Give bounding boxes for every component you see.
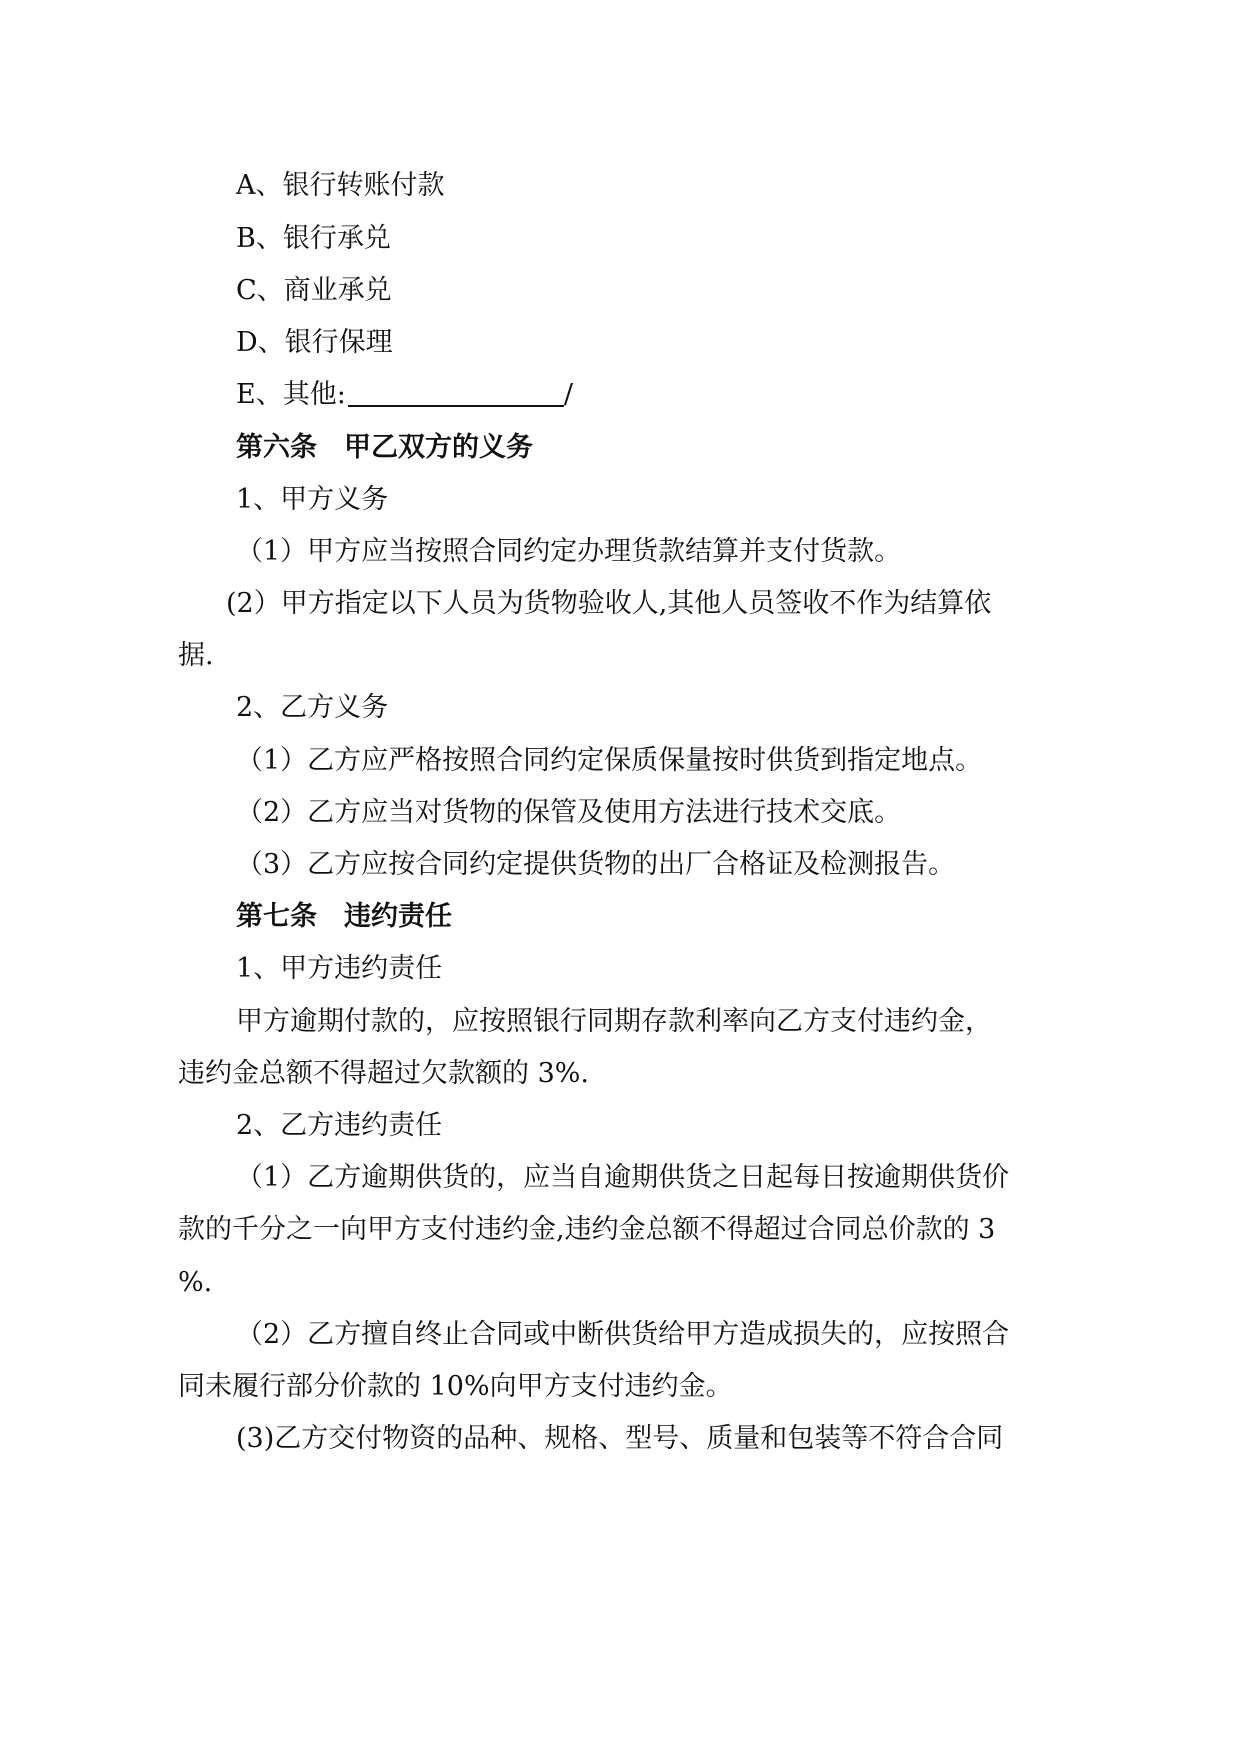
payment-option-e: [236, 377, 573, 413]
article-6-party-a-title: 1、甲方义务: [236, 484, 389, 515]
article-7-party-b-item-2-cont: 同未履行部分价款的 10%向甲方支付违约金。: [178, 1371, 733, 1402]
payment-option-e-value: /: [563, 379, 573, 410]
article-7-party-b-item-1-cont: 款的千分之一向甲方支付违约金,违约金总额不得超过合同总价款的 3: [178, 1214, 996, 1245]
article-6-party-a-item-2: (2）甲方指定以下人员为货物验收人,其他人员签收不作为结算依: [226, 588, 992, 619]
article-6-heading: 第六条 甲乙双方的义务: [236, 432, 533, 463]
payment-option-e-blank: [348, 379, 564, 407]
article-7-party-a-title: 1、甲方违约责任: [236, 953, 443, 984]
payment-option-d: D、银行保理: [236, 327, 393, 358]
article-6-party-a-item-2-cont: 据.: [178, 640, 214, 671]
article-7-party-a-text: 甲方逾期付款的，应按照银行同期存款利率向乙方支付违约金，: [236, 1006, 992, 1037]
article-7-party-a-text-cont: 违约金总额不得超过欠款额的 3%.: [178, 1058, 589, 1089]
article-7-party-b-item-1-cont-2: %.: [178, 1267, 213, 1298]
article-7-party-b-title: 2、乙方违约责任: [236, 1110, 443, 1141]
article-7-party-b-item-1: （1）乙方逾期供货的，应当自逾期供货之日起每日按逾期供货价: [236, 1162, 1010, 1193]
article-6-party-b-item-2: （2）乙方应当对货物的保管及使用方法进行技术交底。: [236, 797, 902, 828]
payment-option-c: C、商业承兑: [236, 275, 392, 306]
payment-option-e-label: E、其他:: [236, 379, 346, 410]
article-6-party-b-title: 2、乙方义务: [236, 692, 389, 723]
article-7-party-b-item-3: (3)乙方交付物资的品种、规格、型号、质量和包装等不符合合同: [236, 1423, 1004, 1454]
article-7-heading: 第七条 违约责任: [236, 901, 452, 932]
payment-option-b: B、银行承兑: [236, 223, 391, 254]
article-6-party-b-item-3: （3）乙方应按合同约定提供货物的出厂合格证及检测报告。: [236, 849, 956, 880]
article-6-party-a-item-1: （1）甲方应当按照合同约定办理货款结算并支付货款。: [236, 536, 902, 567]
article-7-party-b-item-2: （2）乙方擅自终止合同或中断供货给甲方造成损失的，应按照合: [236, 1319, 1010, 1350]
payment-option-a: A、银行转账付款: [236, 170, 445, 201]
article-6-party-b-item-1: （1）乙方应严格按照合同约定保质保量按时供货到指定地点。: [236, 745, 983, 776]
